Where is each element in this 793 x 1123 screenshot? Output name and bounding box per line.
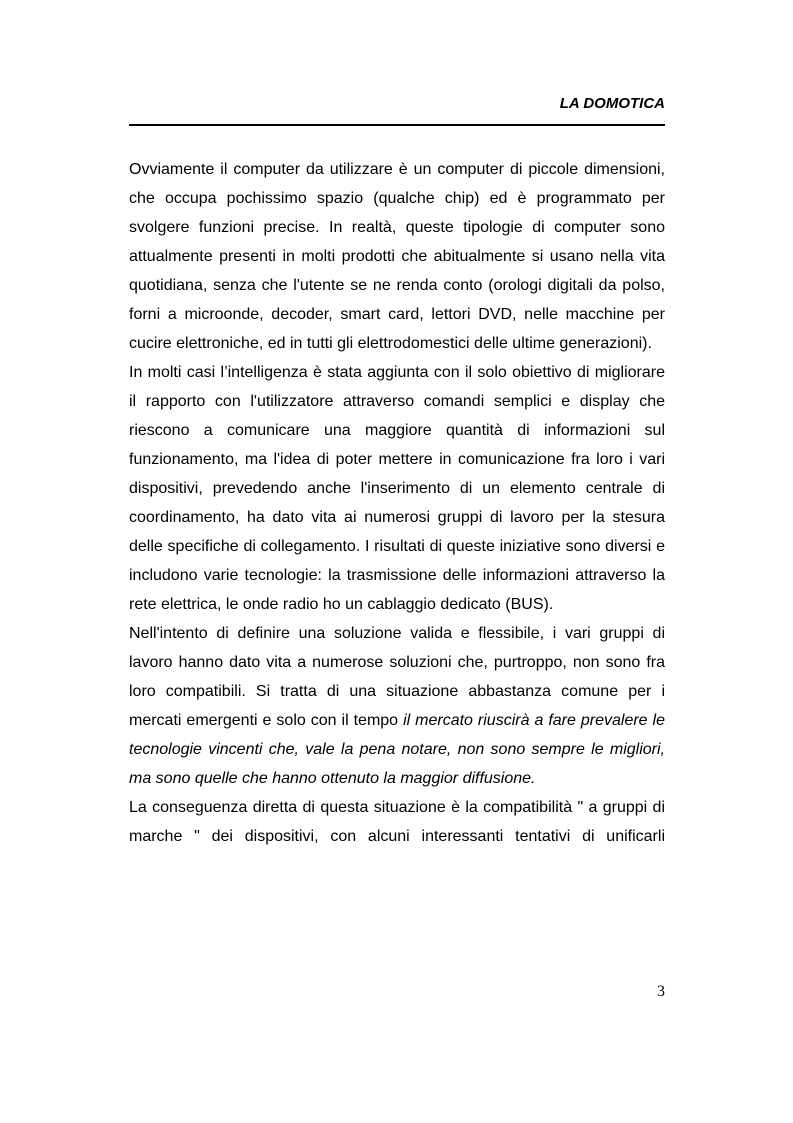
page-number: 3: [657, 983, 665, 1000]
page-header: [129, 94, 665, 126]
body-text: [129, 155, 665, 851]
paragraph-2: In molti casi l’intelligenza è stata aggiunta con il solo obiettivo di migliorare il rapporto con l'utilizzatore attraverso comandi semplici e display che riescono a comunicare una maggiore quantità di informazioni sul funzionamento, ma l'idea di poter mettere in comunicazione fra loro i vari dispositivi, prevedendo anche l'inserimento di un elemento centrale di coordinamento, ha dato vita ai numerosi gruppi di lavoro per la stesura delle specifiche di collegamento. I risultati di queste iniziative sono diversi e includono varie tecnologie: la trasmissione delle informazioni attraverso la rete elettrica, le onde radio ho un cablaggio dedicato (BUS).: [129, 364, 665, 613]
paragraph-1: Ovviamente il computer da utilizzare è un computer di piccole dimensioni, che occupa pochissimo spazio (qualche chip) ed è programmato per svolgere funzioni precise. In realtà, queste tipologie di computer sono attualmente presenti in molti prodotti che abitualmente si usano nella vita quotidiana, senza che l'utente se ne renda conto (orologi digitali da polso, forni a microonde, decoder, smart card, lettori DVD, nelle macchine per cucire elettroniche, ed in tutti gli elettrodomestici delle ultime generazioni).: [129, 161, 665, 352]
paragraph-3-text: Nell'intento di definire una soluzione valida e flessibile, i vari gruppi di lavoro hanno dato vita a numerose soluzioni che, purtroppo, non sono fra loro compatibili. Si tratta di una situazione abbastanza comune per i mercati emergenti e solo con il tempo: [129, 625, 665, 729]
paragraph-3-italic-text: il mercato riuscirà a fare prevalere le tecnologie vincenti che, vale la pena notare, non sono sempre le migliori, ma sono quelle che hanno ottenuto la maggior diffusione.: [129, 712, 666, 787]
paragraph-3: [129, 619, 665, 793]
header-title: LA DOMOTICA: [559, 95, 665, 112]
paragraph-4: La conseguenza diretta di questa situazione è la compatibilità " a gruppi di marche " dei dispositivi, con alcuni interessanti tentativi di unificarli: [129, 799, 665, 845]
